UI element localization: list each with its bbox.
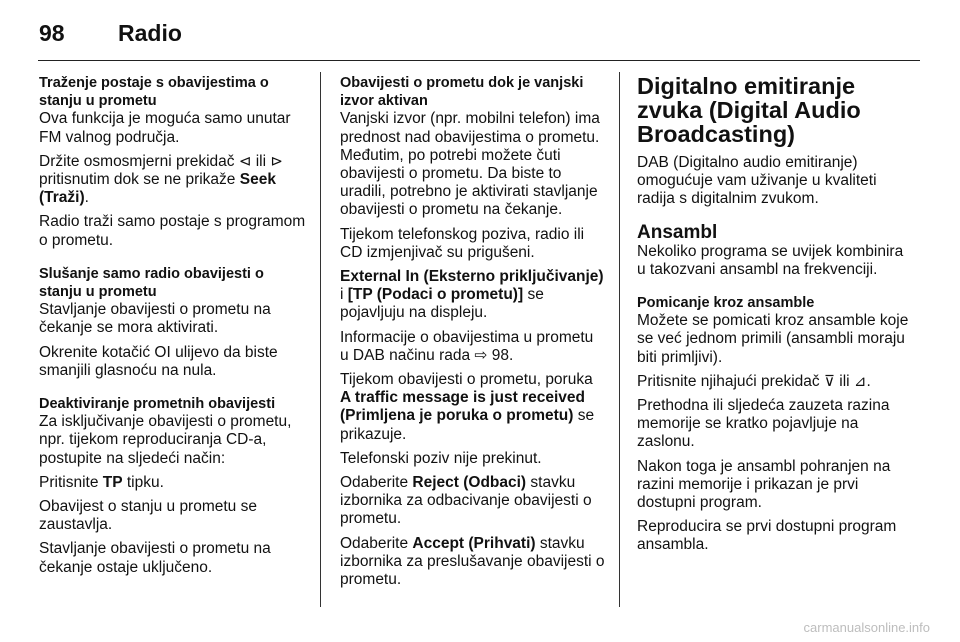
left-arrow-icon: ⊲ — [238, 152, 252, 170]
paragraph: Vanjski izvor (npr. mobilni telefon) ima prednost nad obavijestima o prometu. Međutim, po potrebi možete čuti obavijesti o prometu. Da biste to uradili, potrebno je aktivirati stavljanje obavijesti o prometu na čekanje. — [340, 110, 600, 219]
paragraph: Stavljanje obavijesti o prometu na čekanje se mora aktivirati. — [39, 301, 271, 337]
paragraph: Stavljanje obavijesti o prometu na čekanje ostaje uključeno. — [39, 540, 271, 576]
column-2 — [340, 74, 606, 595]
paragraph: Odaberite Accept (Prihvati) stavku izbornika za preslušavanje obavijesti o prometu. — [340, 534, 605, 589]
watermark: carmanualsonline.info — [803, 620, 930, 635]
paragraph: Ova funkcija je moguća samo unutar FM valnog područja. — [39, 110, 291, 146]
paragraph: Informacije o obavijestima u prometu u DAB načinu rada ⇨ 98. — [340, 328, 594, 364]
right-arrow-icon: ⊳ — [270, 152, 283, 170]
column-divider-2 — [619, 72, 620, 607]
paragraph: Obavijest o stanju u prometu se zaustavlja. — [39, 498, 257, 534]
header-rule — [38, 60, 920, 61]
paragraph: Nekoliko programa se uvijek kombinira u takozvani ansambl na frekvenciji. — [637, 242, 904, 278]
page-number: 98 — [39, 20, 65, 46]
seek-label: Seek (Traži) — [39, 171, 276, 207]
paragraph: DAB (Digitalno audio emitiranje) omogućuje vam uživanje u kvaliteti radija s digitalnim zvukom. — [637, 154, 877, 208]
paragraph: Možete se pomicati kroz ansamble koje se već jednom primili (ansambli moraju biti primljivi). — [637, 312, 909, 366]
subchapter-heading: Ansambl — [637, 221, 718, 243]
paragraph: Tijekom telefonskog poziva, radio ili CD izmjenjivač su prigušeni. — [340, 225, 585, 261]
tp-button-label: TP — [102, 473, 123, 491]
rocker-down-icon: ⊽ — [823, 372, 835, 390]
paragraph: Tijekom obavijesti o prometu, poruka A traffic message is just received (Primljena je poruka o prometu) se prikazuje. — [340, 371, 595, 443]
paragraph: Pritisnite njihajući prekidač ⊽ ili ⊿. — [637, 372, 871, 390]
paragraph: Okrenite kotačić OI ulijevo da biste smanjili glasnoću na nula. — [39, 343, 278, 379]
section-heading: Deaktiviranje prometnih obavijesti — [39, 396, 276, 413]
paragraph: Odaberite Reject (Odbaci) stavku izbornika za odbacivanje obavijesti o prometu. — [340, 474, 592, 528]
paragraph: Pritisnite TP tipku. — [39, 473, 164, 491]
page-reference-icon: ⇨ — [474, 346, 488, 364]
paragraph: Radio traži samo postaje s programom o prometu. — [39, 213, 306, 249]
rocker-up-icon: ⊿ — [853, 372, 867, 390]
paragraph: External In (Eksterno priključivanje) i [TP (Podaci o prometu)] se pojavljuju na displeju. — [340, 268, 604, 322]
paragraph: Reproducira se prvi dostupni program ansambla. — [637, 518, 897, 554]
column-divider-1 — [320, 72, 321, 607]
paragraph: Nakon toga je ansambl pohranjen na razini memorije i prikazan je prvi dostupni program. — [637, 457, 891, 512]
section-heading: Pomicanje kroz ansamble — [637, 295, 815, 312]
paragraph: Prethodna ili sljedeća zauzeta razina memorije se kratko pojavljuje na zaslonu. — [637, 397, 890, 451]
section-heading: Obavijesti o prometu dok je vanjski izvor aktivan — [340, 75, 584, 110]
section-heading: Slušanje samo radio obavijesti o stanju u prometu — [39, 265, 264, 301]
paragraph: Za isključivanje obavijesti o prometu, npr. tijekom reproduciranja CD-a, postupite na sljedeći način: — [39, 413, 292, 467]
column-3 — [637, 74, 912, 561]
section-heading: Traženje postaje s obavijestima o stanju u prometu — [39, 75, 269, 110]
page-title: Radio — [118, 20, 182, 46]
paragraph: Telefonski poziv nije prekinut. — [340, 449, 542, 467]
chapter-heading: Digitalno emitiranje zvuka (Digital Audio Broadcasting) — [637, 73, 861, 147]
column-1 — [39, 74, 307, 583]
paragraph: Držite osmosmjerni prekidač ⊲ ili ⊳ pritisnutim dok se ne prikaže Seek (Traži). — [39, 152, 283, 207]
